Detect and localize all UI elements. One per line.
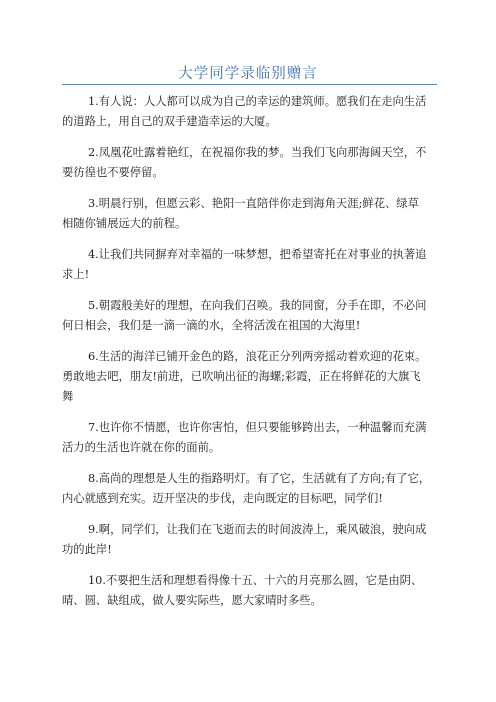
paragraph-line: 的道路上，用自己的双手建造幸运的大厦。 (62, 115, 277, 128)
message-paragraph (62, 245, 444, 285)
message-paragraph (62, 418, 444, 458)
message-paragraph (62, 194, 444, 234)
paragraph-line: 要彷徨也不要停留。 (62, 166, 164, 179)
message-paragraph (62, 571, 444, 611)
farewell-message-list (62, 92, 444, 622)
paragraph-line: 功的此岸! (62, 543, 112, 556)
paragraph-line: 10.不要把生活和理想看得像十五、十六的月亮那么圆，它是由阴、 (88, 574, 423, 587)
paragraph-line: 3.明晨行别，但愿云彩、艳阳一直陪伴你走到海角天涯;鲜花、绿草 (88, 197, 419, 210)
paragraph-line: 晴、圆、缺组成，做人要实际些，愿大家晴时多些。 (62, 594, 322, 607)
paragraph-line: 内心就感到充实。迈开坚决的步伐，走向既定的目标吧，同学们! (62, 492, 383, 505)
paragraph-line: 舞 (62, 390, 74, 403)
document-title: 大学同学录临别赠言 (178, 66, 318, 82)
paragraph-line: 7.也许你不情愿，也许你害怕，但只要能够跨出去，一种温馨而充满 (88, 421, 427, 434)
paragraph-line: 何日相会，我们是一滴一滴的水，全将活泼在祖国的大海里! (62, 319, 361, 332)
message-paragraph (62, 520, 444, 560)
paragraph-line: 5.朝霞般美好的理想，在向我们召唤。我的同窗，分手在即，不必问 (88, 299, 427, 312)
title-divider (62, 84, 437, 85)
message-paragraph (62, 347, 444, 407)
message-paragraph (62, 143, 444, 183)
paragraph-line: 活力的生活也许就在你的面前。 (62, 441, 221, 454)
paragraph-line: 相随你铺展远大的前程。 (62, 217, 187, 230)
paragraph-line: 勇敢地去吧，朋友!前进，已吹响出征的海螺;彩霞，正在将鲜花的大旗飞 (62, 370, 421, 383)
message-paragraph (62, 92, 444, 132)
message-paragraph (62, 469, 444, 509)
paragraph-line: 求上! (62, 268, 90, 281)
paragraph-line: 6.生活的海洋已铺开金色的路，浪花正分列两旁摇动着欢迎的花束。 (88, 350, 427, 363)
paragraph-line: 4.让我们共同摒弃对幸福的一味梦想，把希望寄托在对事业的执著追 (88, 248, 427, 261)
paragraph-line: 2.凤凰花吐露着艳红，在祝福你我的梦。当我们飞向那海阔天空，不 (88, 146, 427, 159)
paragraph-line: 1.有人说：人人都可以成为自己的幸运的建筑师。愿我们在走向生活 (88, 95, 427, 108)
paragraph-line: 9.啊，同学们，让我们在飞逝而去的时间波涛上，乘风破浪，驶向成 (88, 523, 427, 536)
message-paragraph (62, 296, 444, 336)
paragraph-line: 8.高尚的理想是人生的指路明灯。有了它，生活就有了方向;有了它， (88, 472, 431, 485)
